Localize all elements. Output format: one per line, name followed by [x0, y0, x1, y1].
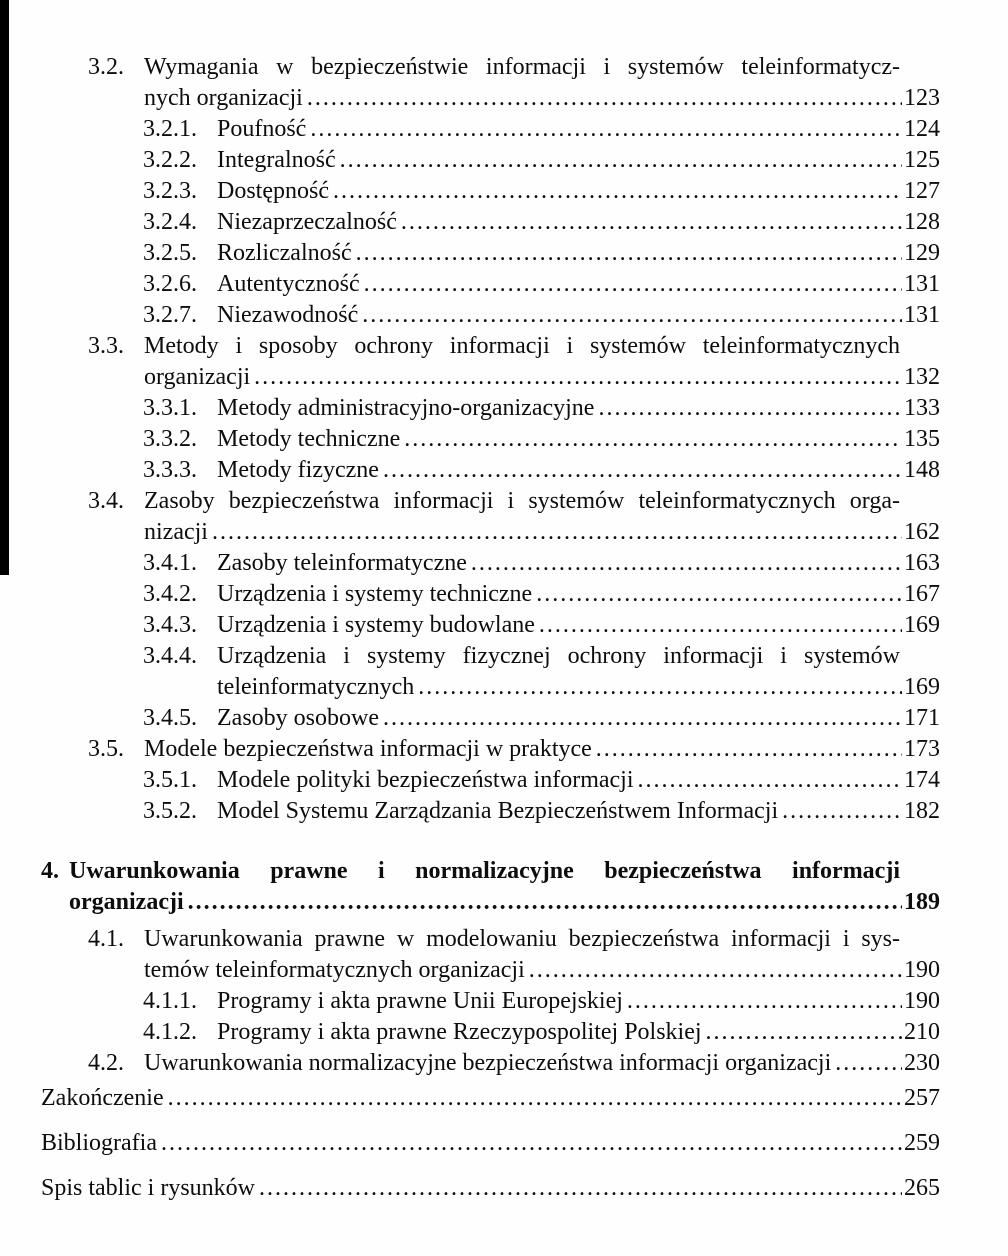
dot-leader [259, 1173, 902, 1204]
entry-number: 3.5.2. [143, 798, 197, 824]
entry-last-line [217, 579, 940, 610]
entry-number: 3.2.1. [143, 116, 197, 142]
entry-content [217, 269, 940, 300]
entry-page-number: 167 [904, 581, 940, 607]
entry-content [217, 145, 940, 176]
entry-last-line [217, 207, 940, 238]
entry-number: 3.2.5. [143, 240, 197, 266]
toc-entry [143, 455, 940, 486]
dot-leader [782, 796, 902, 827]
entry-content [217, 207, 940, 238]
toc-entry [143, 641, 940, 703]
entry-page-number: 169 [904, 674, 940, 700]
entry-content [217, 300, 940, 331]
entry-page-number: 173 [904, 736, 940, 762]
entry-number: 3.4.2. [143, 581, 197, 607]
entry-page-number: 259 [904, 1130, 940, 1156]
entry-page-number: 131 [904, 302, 940, 328]
entry-last-line [144, 955, 940, 986]
entry-title-line: Uwarunkowania prawne i normalizacyjne bezpieczeństwa informacji [69, 858, 900, 884]
entry-number: 3.2. [88, 54, 124, 80]
entry-page-number: 127 [904, 178, 940, 204]
entry-content [217, 238, 940, 269]
entry-title: Dostępność [217, 178, 329, 204]
entry-page-number: 190 [904, 957, 940, 983]
dot-leader [383, 703, 902, 734]
entry-last-line [217, 145, 940, 176]
entry-content [217, 424, 940, 455]
entry-last-line [217, 424, 940, 455]
entry-content [217, 393, 940, 424]
entry-title: Autentyczność [217, 271, 360, 297]
entry-last-line [217, 1017, 940, 1048]
entry-title: Metody techniczne [217, 426, 401, 452]
toc-entry [143, 796, 940, 827]
entry-content [217, 455, 940, 486]
entry-title-line: Metody i sposoby ochrony informacji i systemów teleinformatycznych [144, 333, 900, 359]
entry-title-line: Urządzenia i systemy fizycznej ochrony informacji i systemów [217, 643, 900, 669]
dot-leader [835, 1048, 902, 1079]
entry-last-line [41, 1173, 940, 1204]
toc-entry [143, 393, 940, 424]
entry-page-number: 128 [904, 209, 940, 235]
entry-content [217, 765, 940, 796]
entry-title: Zasoby osobowe [217, 705, 379, 731]
entry-page-number: 125 [904, 147, 940, 173]
entry-content [41, 1083, 940, 1114]
toc-entry [41, 1128, 940, 1159]
toc-entry [143, 176, 940, 207]
entry-title: Urządzenia i systemy budowlane [217, 612, 535, 638]
entry-number: 3.3.3. [143, 457, 197, 483]
toc-entry [41, 1173, 940, 1204]
entry-title: Programy i akta prawne Rzeczypospolitej Polskiej [217, 1019, 702, 1045]
entry-number: 4.1.1. [143, 988, 197, 1014]
toc-entry [88, 52, 940, 114]
entry-page-number: 189 [904, 889, 940, 915]
dot-leader [168, 1083, 902, 1114]
entry-content [144, 52, 940, 114]
dot-leader [161, 1128, 902, 1159]
entry-page-number: 129 [904, 240, 940, 266]
entry-number: 4. [41, 858, 59, 884]
entry-page-number: 135 [904, 426, 940, 452]
dot-leader [401, 207, 902, 238]
toc-entry [143, 548, 940, 579]
entry-content [69, 856, 940, 918]
dot-leader [362, 300, 902, 331]
entry-last-line [217, 114, 940, 145]
toc-entry [143, 986, 940, 1017]
toc-entry [41, 1083, 940, 1114]
entry-number: 4.1.2. [143, 1019, 197, 1045]
entry-page-number: 230 [904, 1050, 940, 1076]
entry-page-number: 182 [904, 798, 940, 824]
dot-leader [706, 1017, 902, 1048]
entry-page-number: 131 [904, 271, 940, 297]
dot-leader [404, 424, 902, 455]
entry-last-line [69, 887, 940, 918]
entry-last-line [217, 986, 940, 1017]
entry-title: temów teleinformatycznych organizacji [144, 957, 525, 983]
entry-number: 3.5. [88, 736, 124, 762]
entry-content [217, 1017, 940, 1048]
toc-entry [88, 734, 940, 765]
entry-title-line: Zasoby bezpieczeństwa informacji i systemów teleinformatycznych orga- [144, 488, 900, 514]
toc-entry [143, 1017, 940, 1048]
entry-title: organizacji [144, 364, 251, 390]
dot-leader [383, 455, 902, 486]
entry-title: Programy i akta prawne Unii Europejskiej [217, 988, 623, 1014]
entry-number: 3.2.7. [143, 302, 197, 328]
entry-content [144, 331, 940, 393]
toc-entry [88, 331, 940, 393]
entry-title: Niezawodność [217, 302, 359, 328]
entry-number: 3.2.6. [143, 271, 197, 297]
entry-last-line [217, 796, 940, 827]
dot-leader [418, 672, 902, 703]
entry-page-number: 169 [904, 612, 940, 638]
dot-leader [536, 579, 902, 610]
entry-page-number: 133 [904, 395, 940, 421]
entry-number: 3.4.3. [143, 612, 197, 638]
entry-content [144, 486, 940, 548]
toc-entry [143, 114, 940, 145]
toc-entry [143, 610, 940, 641]
entry-number: 3.4.5. [143, 705, 197, 731]
entry-content [217, 579, 940, 610]
entry-title: Zakończenie [41, 1085, 164, 1111]
entry-title: Uwarunkowania normalizacyjne bezpieczeństwa informacji organizacji [144, 1050, 832, 1076]
entry-last-line [217, 765, 940, 796]
dot-leader [529, 955, 902, 986]
scan-edge-artifact [0, 0, 9, 575]
entry-content [217, 703, 940, 734]
toc-entry [88, 1048, 940, 1079]
entry-number: 3.3. [88, 333, 124, 359]
toc-entry [143, 300, 940, 331]
entry-page-number: 190 [904, 988, 940, 1014]
entry-title: Model Systemu Zarządzania Bezpieczeństwem Informacji [217, 798, 779, 824]
entry-last-line [217, 455, 940, 486]
dot-leader [638, 765, 902, 796]
toc-entry [143, 703, 940, 734]
entry-number: 3.3.2. [143, 426, 197, 452]
entry-title: Urządzenia i systemy techniczne [217, 581, 533, 607]
dot-leader [310, 114, 902, 145]
entry-title: Zasoby teleinformatyczne [217, 550, 467, 576]
entry-content [217, 641, 940, 703]
dot-leader [356, 238, 902, 269]
entry-last-line [217, 300, 940, 331]
entry-page-number: 124 [904, 116, 940, 142]
entry-last-line [144, 1048, 940, 1079]
entry-number: 4.1. [88, 926, 124, 952]
entry-number: 3.2.3. [143, 178, 197, 204]
toc-entry [143, 269, 940, 300]
entry-page-number: 162 [904, 519, 940, 545]
entry-number: 4.2. [88, 1050, 124, 1076]
entry-number: 3.5.1. [143, 767, 197, 793]
dot-leader [364, 269, 902, 300]
dot-leader [596, 734, 902, 765]
entry-page-number: 210 [904, 1019, 940, 1045]
entry-last-line [217, 269, 940, 300]
dot-leader [539, 610, 902, 641]
entry-number: 3.2.2. [143, 147, 197, 173]
entry-last-line [41, 1128, 940, 1159]
entry-last-line [144, 734, 940, 765]
entry-title: Spis tablic i rysunków [41, 1175, 255, 1201]
entry-content [217, 548, 940, 579]
entry-title: teleinformatycznych [217, 674, 415, 700]
entry-page-number: 257 [904, 1085, 940, 1111]
dot-leader [598, 393, 902, 424]
dot-leader [254, 362, 902, 393]
dot-leader [333, 176, 902, 207]
entry-page-number: 163 [904, 550, 940, 576]
toc-entry [143, 207, 940, 238]
entry-number: 3.2.4. [143, 209, 197, 235]
toc-entry [41, 856, 940, 918]
entry-page-number: 132 [904, 364, 940, 390]
entry-number: 3.4.1. [143, 550, 197, 576]
entry-last-line [144, 517, 940, 548]
entry-title: Metody fizyczne [217, 457, 379, 483]
entry-page-number: 171 [904, 705, 940, 731]
entry-last-line [217, 703, 940, 734]
entry-content [41, 1128, 940, 1159]
entry-content [217, 176, 940, 207]
toc-entry [143, 238, 940, 269]
entry-last-line [144, 83, 940, 114]
entry-title: organizacji [69, 889, 184, 915]
toc-entry [88, 924, 940, 986]
dot-leader [188, 887, 902, 918]
entry-title: nych organizacji [144, 85, 303, 111]
toc-entry [143, 424, 940, 455]
entry-page-number: 265 [904, 1175, 940, 1201]
entry-title: Poufność [217, 116, 307, 142]
toc-list [41, 52, 940, 1204]
entry-last-line [144, 362, 940, 393]
entry-content [144, 734, 940, 765]
dot-leader [307, 83, 902, 114]
entry-last-line [217, 238, 940, 269]
dot-leader [471, 548, 902, 579]
entry-title-line: Uwarunkowania prawne w modelowaniu bezpieczeństwa informacji i sys- [144, 926, 900, 952]
entry-number: 3.3.1. [143, 395, 197, 421]
entry-content [144, 1048, 940, 1079]
toc-entry [143, 579, 940, 610]
entry-content [217, 986, 940, 1017]
toc-entry [143, 765, 940, 796]
toc-entry [88, 486, 940, 548]
entry-page-number: 148 [904, 457, 940, 483]
entry-content [41, 1173, 940, 1204]
entry-last-line [217, 548, 940, 579]
entry-page-number: 174 [904, 767, 940, 793]
entry-title: Integralność [217, 147, 336, 173]
entry-title-line: Wymagania w bezpieczeństwie informacji i systemów teleinformatycz- [144, 54, 900, 80]
entry-content [217, 610, 940, 641]
entry-title: Niezaprzeczalność [217, 209, 397, 235]
dot-leader [627, 986, 902, 1017]
entry-title: Bibliografia [41, 1130, 157, 1156]
entry-content [217, 114, 940, 145]
entry-title: nizacji [144, 519, 208, 545]
entry-title: Metody administracyjno-organizacyjne [217, 395, 595, 421]
entry-last-line [217, 176, 940, 207]
entry-title: Rozliczalność [217, 240, 352, 266]
entry-title: Modele bezpieczeństwa informacji w praktyce [144, 736, 592, 762]
entry-page-number: 123 [904, 85, 940, 111]
entry-last-line [217, 610, 940, 641]
entry-number: 3.4.4. [143, 643, 197, 669]
entry-last-line [41, 1083, 940, 1114]
entry-last-line [217, 672, 940, 703]
toc-entry [143, 145, 940, 176]
dot-leader [340, 145, 902, 176]
entry-content [217, 796, 940, 827]
entry-content [144, 924, 940, 986]
entry-title: Modele polityki bezpieczeństwa informacji [217, 767, 634, 793]
entry-number: 3.4. [88, 488, 124, 514]
dot-leader [212, 517, 902, 548]
entry-last-line [217, 393, 940, 424]
